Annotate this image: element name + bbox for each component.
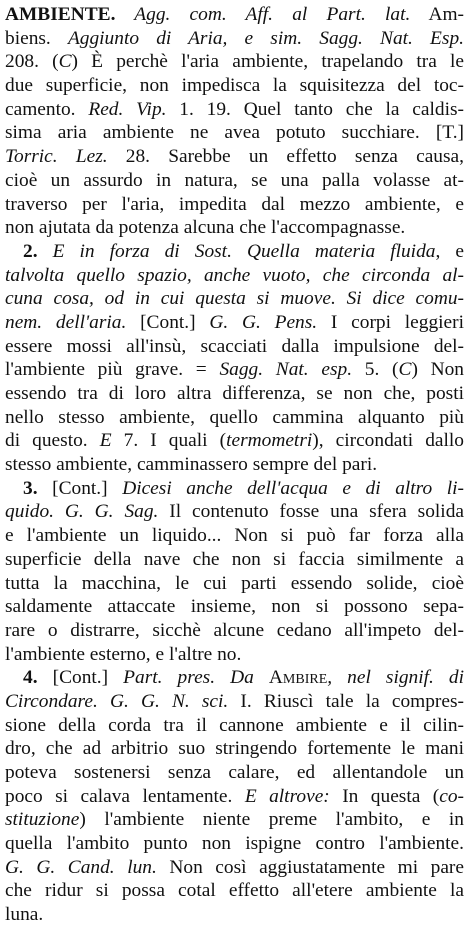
text-segment: due superficie, non impedisca la squisitezza del toc-: [5, 75, 464, 97]
text-line: [5, 595, 464, 619]
text-line: [5, 98, 464, 122]
text-segment: e l'ambiente un liquido... Non si può far forza alla: [5, 525, 464, 547]
text-line: [5, 690, 464, 714]
text-segment: l'ambiente esterno, e l'altre no.: [5, 643, 242, 665]
text-line: [5, 287, 464, 311]
text-segment: Agg. com. Aff. al Part. lat.: [115, 4, 411, 25]
text-segment: ), circondati dallo: [312, 430, 464, 452]
text-segment: poteva sostenersi senza calare, ed allentandole un: [5, 762, 464, 783]
text-line: [5, 216, 464, 240]
text-line: [5, 240, 464, 264]
text-segment: G. G. Pens.: [209, 311, 318, 333]
text-segment: Non così aggiustatamente mi pare: [156, 856, 464, 878]
text-segment: biens.: [5, 27, 68, 49]
text-segment: G. G. Cand. lun.: [5, 856, 157, 878]
text-line: [5, 358, 464, 382]
text-line: [5, 643, 464, 667]
text-segment: E altrove:: [244, 785, 330, 807]
text-line: [5, 666, 464, 690]
text-segment: 3.: [23, 477, 53, 499]
text-segment: nello stesso ambiente, quello cammina alquanto più: [5, 406, 464, 428]
text-line: [5, 74, 464, 98]
text-segment: Torric. Lez.: [5, 146, 108, 168]
text-line: [5, 193, 464, 217]
text-line: [5, 808, 464, 832]
text-segment: nem. dell'aria.: [5, 311, 127, 333]
text-segment: Ambire: [268, 667, 328, 689]
text-line: [5, 264, 464, 288]
text-segment: Il contenuto fosse una sfera solida: [158, 501, 464, 523]
text-line: [5, 121, 464, 145]
text-segment: superficie della nave che non si faccia similmente a: [5, 548, 464, 570]
text-line: [5, 500, 464, 524]
text-line: [5, 548, 464, 572]
text-segment: 5. (: [352, 359, 399, 381]
text-segment: I. Riuscì tale la compres-: [228, 690, 465, 712]
text-segment: sione della corda tra il cannone ambiente e il cilin-: [5, 714, 464, 736]
text-segment: di questo.: [5, 430, 100, 452]
text-segment: luna.: [5, 904, 44, 926]
text-segment: sima aria ambiente ne avea potuto succhiare. [T.]: [5, 122, 464, 144]
text-segment: rare o distrarre, sicchè alcune cedano all'impeto del-: [5, 619, 464, 641]
text-segment: , e: [435, 240, 464, 262]
text-segment: non ajutata da potenza alcuna che l'accompagnasse.: [5, 217, 406, 239]
text-segment: [Cont.]: [52, 667, 124, 689]
text-line: [5, 856, 464, 880]
text-line: [5, 335, 464, 359]
text-segment: poco si calava lentamente.: [5, 785, 245, 807]
text-segment: co-: [439, 785, 464, 807]
text-segment: talvolta quello spazio, anche vuoto, che circonda al-: [5, 264, 464, 286]
text-line: [5, 903, 464, 927]
text-line: [5, 50, 464, 74]
text-segment: E: [99, 430, 112, 452]
text-segment: traverso per l'aria, impedita dal mezzo ambiente, e: [5, 193, 464, 215]
text-segment: l'ambiente più grave. =: [5, 359, 220, 381]
text-line: [5, 27, 464, 51]
text-line: [5, 382, 464, 406]
text-segment: 1. 19. Quel tanto che la caldis-: [166, 98, 464, 120]
text-line: [5, 832, 464, 856]
text-segment: [Cont.]: [126, 311, 210, 333]
text-line: [5, 761, 464, 785]
text-line: [5, 737, 464, 761]
text-segment: Aggiunto di Aria, e sim. Sagg. Nat. Esp.: [67, 27, 464, 49]
text-segment: In questa (: [329, 785, 440, 807]
text-segment: stituzione: [5, 809, 80, 831]
text-segment: 2.: [23, 240, 53, 262]
text-segment: ) Non: [411, 359, 465, 381]
text-line: [5, 429, 464, 453]
text-line: [5, 3, 464, 27]
text-segment: stesso ambiente, camminassero sempre del pari.: [5, 454, 378, 476]
text-segment: che ridur si possa cotal effetto all'etere ambiente la: [5, 880, 464, 902]
text-segment: camento.: [5, 98, 89, 120]
text-line: [5, 477, 464, 501]
text-segment: C: [58, 51, 72, 73]
text-segment: , nel signif. di: [327, 667, 465, 689]
text-segment: Part. pres. Da: [123, 667, 269, 689]
text-segment: Dicesi anche dell'acqua e di altro li-: [122, 477, 465, 499]
text-line: [5, 453, 464, 477]
text-segment: quido. G. G. Sag.: [5, 501, 159, 523]
text-segment: termometri: [226, 430, 313, 452]
text-line: [5, 572, 464, 596]
text-segment: cuna cosa, od in cui questa si muove. Si dice comu-: [5, 288, 464, 310]
text-segment: Red. Vip.: [88, 98, 167, 120]
text-segment: E in forza di Sost. Quella materia fluida: [52, 240, 436, 262]
text-segment: cioè un assurdo in natura, se una palla volasse at-: [5, 169, 464, 191]
text-segment: I corpi leggieri: [317, 311, 464, 333]
text-line: [5, 169, 464, 193]
text-segment: ) È perchè l'aria ambiente, trapelando tra le: [71, 51, 464, 73]
text-line: [5, 524, 464, 548]
text-segment: essere mossi all'insù, scacciati dalla impulsione del-: [5, 335, 464, 357]
text-line: [5, 714, 464, 738]
text-line: [5, 145, 464, 169]
text-segment: saldamente attaccate insieme, non si possono sepa-: [5, 596, 464, 618]
text-line: [5, 879, 464, 903]
text-segment: Sagg. Nat. esp.: [219, 359, 353, 381]
text-segment: quella l'ambito punto non ispigne contro l'ambiente.: [5, 833, 464, 855]
text-line: [5, 619, 464, 643]
text-segment: Circondare. G. G. N. sci.: [5, 690, 229, 712]
text-line: [5, 785, 464, 809]
text-segment: essendo tra di loro altra differenza, se non che, posti: [5, 383, 464, 404]
text-segment: [Cont.]: [52, 477, 123, 499]
text-segment: Am-: [410, 4, 464, 25]
text-line: [5, 311, 464, 335]
text-segment: tutta la macchina, le cui parti essendo solide, cioè: [5, 572, 464, 594]
text-line: [5, 406, 464, 430]
text-segment: ) l'ambiente niente preme l'ambito, e in: [79, 809, 464, 831]
text-segment: 208. (: [5, 51, 59, 73]
text-segment: 28. Sarebbe un effetto senza causa,: [107, 146, 465, 168]
headword: AMBIENTE.: [5, 4, 116, 25]
text-segment: 4.: [23, 667, 53, 689]
text-segment: dro, che ad arbitrio suo stringendo fortemente le mani: [5, 738, 464, 760]
text-segment: 7. I quali (: [111, 430, 227, 452]
text-segment: C: [398, 359, 412, 381]
